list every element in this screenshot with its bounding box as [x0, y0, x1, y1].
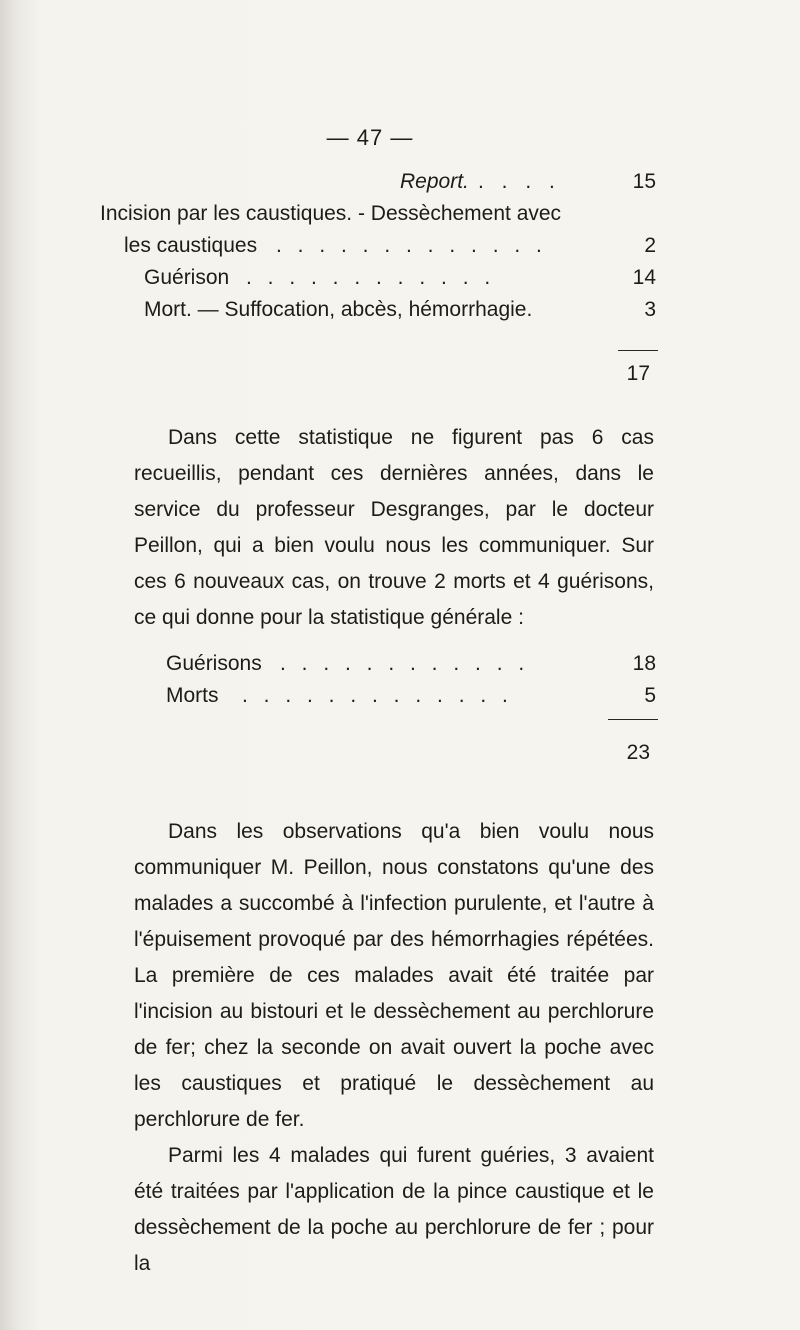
mort-label: Mort. — Suffocation, abcès, hémorrhagie.: [144, 298, 533, 321]
guerisons-value: 18: [632, 652, 656, 675]
report-value: 15: [632, 170, 656, 193]
paragraph-2-3: [134, 814, 654, 1282]
caustiques-leader: . . . . . . . . . . . . .: [276, 234, 547, 257]
paragraph-2-text: Dans les observations qu'a bien voulu nous communiquer M. Peillon, nous constatons qu'une des malades a succombé à l'infection purulente, et l'autre à l'épuisement provoqué par des hémorrhagies répétées. La première de ces malades avait été traitée par l'incision au bistouri et le dessèchement au perchlorure de fer; chez la seconde on avait ouvert la poche avec les caustiques et pratiqué le dessèchement au perchlorure de fer.: [134, 820, 654, 1131]
guerisons-leader: . . . . . . . . . . . .: [280, 652, 530, 675]
incision-total: 17: [626, 362, 650, 385]
guerison-leader: . . . . . . . . . . . .: [246, 266, 496, 289]
guerison-value: 14: [632, 266, 656, 289]
morts-value: 5: [644, 684, 656, 707]
incision-heading: Incision par les caustiques. - Dessèchement avec: [100, 202, 562, 225]
summary-total: 23: [626, 741, 650, 764]
morts-label: Morts: [166, 684, 219, 707]
paragraph-1: [134, 420, 654, 636]
paragraph-1-text: Dans cette statistique ne figurent pas 6 cas recueillis, pendant ces dernières années, dans le service du professeur Desgranges, par le docteur Peillon, qui a bien voulu nous les communiquer. Sur ces 6 nouveaux cas, on trouve 2 morts et 4 guérisons, ce qui donne pour la statistique générale :: [134, 426, 654, 629]
caustiques-value: 2: [644, 234, 656, 257]
guerison-label: Guérison: [144, 266, 230, 289]
sum-rule-1: [618, 350, 658, 351]
guerisons-label: Guérisons: [166, 652, 262, 675]
mort-value: 3: [644, 298, 656, 321]
report-leader: . . . .: [478, 170, 561, 193]
paragraph-3-text: Parmi les 4 malades qui furent guéries, 3 avaient été traitées par l'application de la pince caustique et le dessèchement de la poche au perchlorure de fer ; pour la: [134, 1144, 654, 1275]
page-number: — 47 —: [326, 125, 414, 150]
report-label: Report.: [400, 170, 469, 193]
caustiques-label: les caustiques: [124, 234, 258, 257]
morts-leader: . . . . . . . . . . . . .: [242, 684, 513, 707]
sum-rule-2: [608, 719, 658, 720]
